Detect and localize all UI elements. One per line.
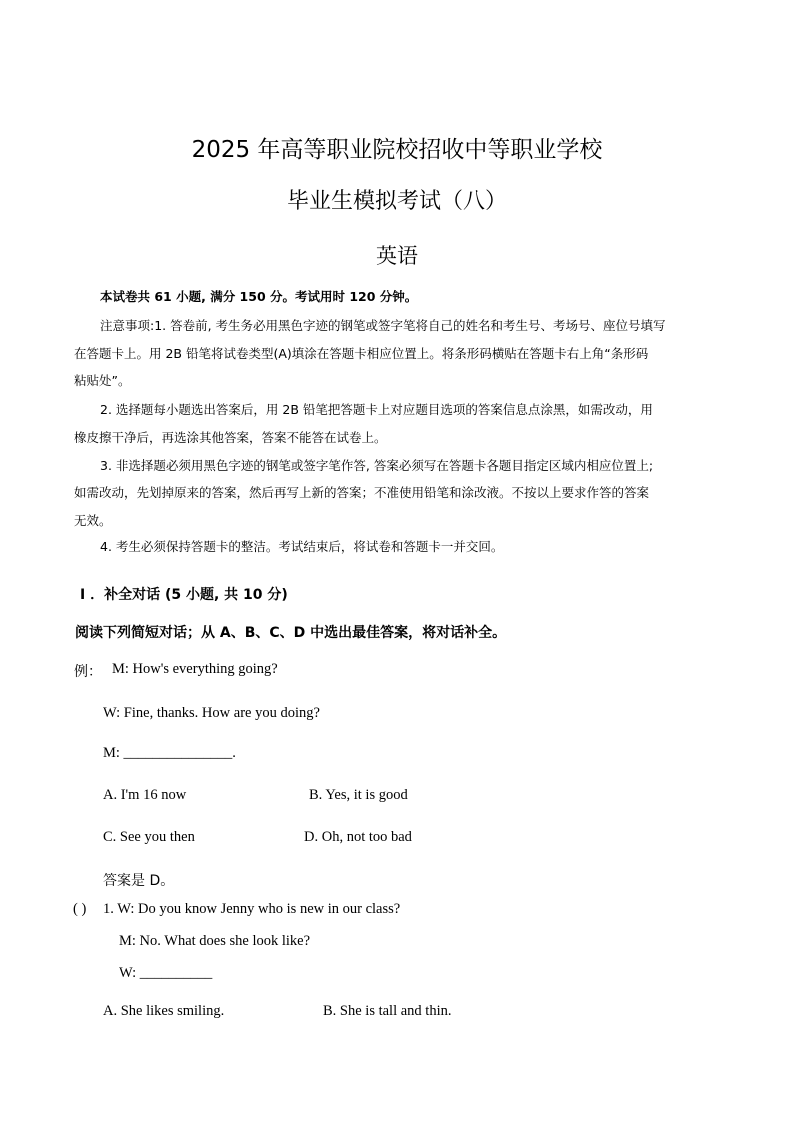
exam-title-line1: 2025 年高等职业院校招收中等职业学校 (191, 137, 603, 163)
section-instruction: 阅读下列简短对话；从 A、B、C、D 中选出最佳答案，将对话补全。 (75, 625, 507, 641)
question1-dialog-line3: W: __________ (119, 965, 213, 981)
example-label: 例： (74, 664, 102, 680)
notice-2-line1: 2. 选择题每小题选出答案后，用 2B 铅笔把答题卡上对应题目选项的答案信息点涂黑，如需改动，用 (100, 402, 653, 417)
section-heading: Ⅰ ．补全对话 (5 小题, 共 10 分) (80, 587, 288, 603)
notice-1-line3: 粘贴处”。 (74, 373, 131, 388)
example-dialog-line2: W: Fine, thanks. How are you doing? (103, 705, 320, 721)
example-answer: 答案是 D。 (103, 873, 175, 889)
example-dialog-line3: M: _______________. (103, 745, 236, 761)
question1-dialog-line1: 1. W: Do you know Jenny who is new in our class? (103, 901, 401, 917)
notice-2-line2: 橡皮擦干净后，再选涂其他答案，答案不能答在试卷上。 (74, 430, 387, 445)
question1-answer-bracket[interactable]: ( ) (73, 901, 87, 917)
example-option-b: B. Yes, it is good (309, 787, 408, 803)
notice-3-line1: 3. 非选择题必须用黑色字迹的钢笔或签字笔作答, 答案必须写在答题卡各题目指定区域内相应位置上; (100, 458, 654, 473)
example-option-a: A. I'm 16 now (103, 787, 187, 803)
question1-option-b: B. She is tall and thin. (323, 1003, 452, 1019)
exam-summary: 本试卷共 61 小题, 满分 150 分。考试用时 120 分钟。 (100, 289, 418, 304)
question1-dialog-line2: M: No. What does she look like? (119, 933, 311, 949)
example-dialog-line1: M: How's everything going? (112, 661, 278, 677)
notice-3-line3: 无效。 (74, 513, 112, 528)
notice-1-line1: 注意事项:1. 答卷前, 考生务必用黑色字迹的钢笔或签字笔将自己的姓名和考生号、考场号、座位号填写 (100, 318, 666, 333)
example-option-c: C. See you then (103, 829, 195, 845)
notice-4: 4. 考生必须保持答题卡的整洁。考试结束后，将试卷和答题卡一并交回。 (100, 539, 504, 554)
example-option-d: D. Oh, not too bad (304, 829, 412, 845)
notice-3-line2: 如需改动，先划掉原来的答案，然后再写上新的答案；不准使用铅笔和涂改液。不按以上要求作答的答案 (74, 485, 650, 500)
exam-subject: 英语 (376, 244, 418, 268)
exam-title-line2: 毕业生模拟考试（八） (286, 189, 507, 214)
question1-option-a: A. She likes smiling. (103, 1003, 225, 1019)
notice-1-line2: 在答题卡上。用 2B 铅笔将试卷类型(A)填涂在答题卡相应位置上。将条形码横贴在答题卡右上角“条形码 (74, 346, 649, 361)
